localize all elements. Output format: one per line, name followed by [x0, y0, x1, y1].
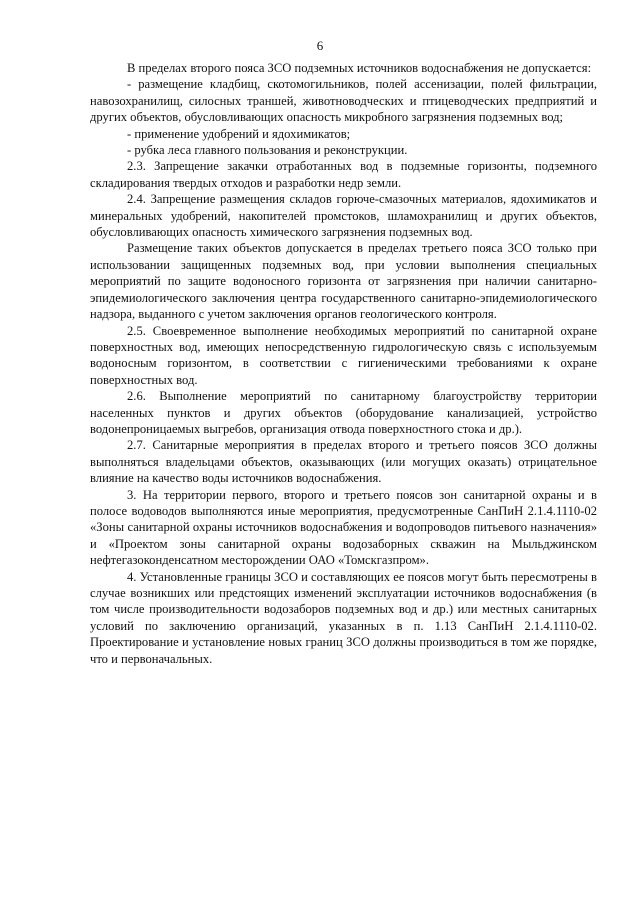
paragraph-2-4: 2.4. Запрещение размещения складов горюче-смазочных материалов, ядохимикатов и минеральных удобрений, накопителей промстоков, шламохранилищ и других объектов, обусловливающих опасность химического загрязнения подземных вод. — [90, 192, 597, 240]
paragraph-2-7: 2.7. Санитарные мероприятия в пределах второго и третьего поясов ЗСО должны выполняться владельцами объектов, оказывающих (или могущих оказать) отрицательное влияние на качество воды источников водоснабжения. — [90, 438, 597, 486]
paragraph-intro: В пределах второго пояса ЗСО подземных источников водоснабжения не допускается: — [127, 61, 592, 75]
paragraph-2-6: 2.6. Выполнение мероприятий по санитарному благоустройству территории населенных пунктов и других объектов (оборудование канализацией, устройство водонепроницаемых выгребов, организация отвода поверхностного стока и др.). — [90, 389, 597, 436]
bullet-item-cemeteries: - размещение кладбищ, скотомогильников, полей ассенизации, полей фильтрации, навозохранилищ, силосных траншей, животноводческих и птицеводческих предприятий и других объектов, обусловливающих опасность микробного загрязнения подземных вод; — [90, 77, 597, 125]
page-number: 6 — [316, 38, 324, 53]
paragraph-3: 3. На территории первого, второго и третьего поясов зон санитарной охраны и в полосе водоводов выполняются иные мероприятия, предусмотренные СанПиН 2.1.4.1110-02 «Зоны санитарной охраны источников водоснабжения и водопроводов питьевого назначения» и «Проектом зоны санитарной охраны водозаборных скважин на Мыльджинском нефтегазоконденсатном месторождении ОАО «Томскгазпром». — [90, 487, 597, 568]
paragraph-2-3: 2.3. Запрещение закачки отработанных вод в подземные горизонты, подземного складирования твердых отходов и разработки недр земли. — [90, 159, 597, 190]
paragraph-4: 4. Установленные границы ЗСО и составляющих ее поясов могут быть пересмотрены в случае возникших или предстоящих изменений эксплуатации источников водоснабжения (в том числе производительности водозаборов подземных вод и др.) или местных санитарных условий по заключению организаций, указанных в п. 1.13 СанПиН 2.1.4.1110-02. Проектирование и установление новых границ ЗСО должны производиться в том же порядке, что и первоначальных. — [90, 569, 597, 666]
bullet-item-logging: - рубка леса главного пользования и реконструкции. — [127, 143, 408, 158]
paragraph-placement: Размещение таких объектов допускается в пределах третьего пояса ЗСО только при использовании защищенных подземных вод, при условии выполнения специальных мероприятий по защите водоносного горизонта от загрязнения при наличии санитарно-эпидемиологического заключения центра государственного санитарно-эпидемиологического надзора, выданного с учетом заключения органов геологического контроля. — [90, 241, 597, 322]
paragraph-2-5: 2.5. Своевременное выполнение необходимых мероприятий по санитарной охране поверхностных вод, имеющих непосредственную гидрологическую связь с используемым водоносным горизонтом, в соответствии с гигиеническими требованиями к охране поверхностных вод. — [90, 323, 597, 387]
bullet-item-fertilizers: - применение удобрений и ядохимикатов; — [127, 126, 351, 141]
document-body — [90, 60, 597, 667]
